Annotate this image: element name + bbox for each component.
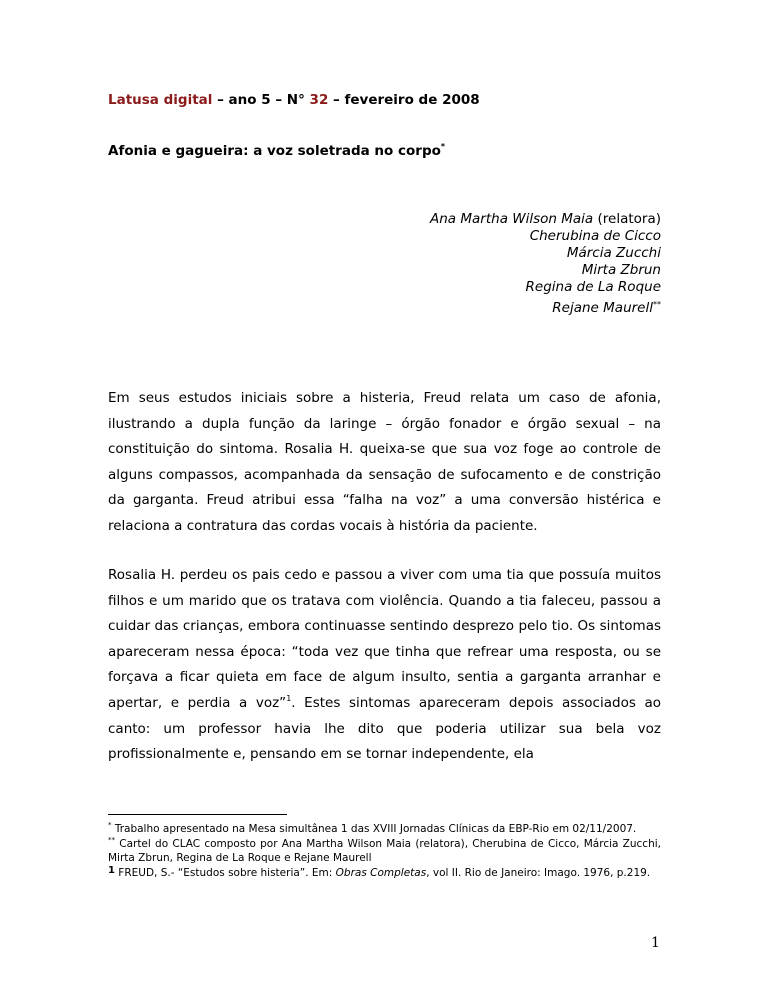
author-name: Mirta Zbrun: [581, 262, 661, 278]
author-name: Regina de La Roque: [525, 279, 661, 295]
author-first: [430, 211, 661, 228]
footnote-text: FREUD, S.- “Estudos sobre histeria”. Em:: [114, 866, 336, 879]
body-paragraph-1: Em seus estudos iniciais sobre a histeria, Freud relata um caso de afonia, ilustrando a dupla função da laringe – órgão fonador e órgão sexual – na constituição do sintoma. Rosalia H. queixa-se que sua voz foge ao controle de alguns compassos, acompanhada da sensação de sufocamento e de constrição da garganta. Freud atribui essa “falha na voz” a uma conversão histérica e relaciona a contratura das cordas vocais à história da paciente.: [108, 390, 661, 534]
footnote-ref-1[interactable]: 1: [286, 693, 292, 703]
footnote-text: , vol II. Rio de Janeiro: Imago. 1976, p.219.: [426, 866, 651, 879]
header-year: – ano 5 – N°: [212, 92, 310, 108]
footnote-2: [108, 837, 661, 866]
author-footnote-marker[interactable]: **: [653, 300, 661, 309]
author-role: (relatora): [593, 211, 661, 227]
footnote-marker: **: [108, 835, 115, 844]
author-name: Márcia Zucchi: [566, 245, 661, 261]
article-title-text: Afonia e gagueira: a voz soletrada no corpo: [108, 143, 441, 159]
footnote-marker: 1: [108, 864, 115, 876]
paragraph-text: . Estes sintomas apareceram depois associados ao canto: um professor havia lhe dito que poderia utilizar sua bela voz profissionalmente e, pensando em se tornar independente, ela: [108, 694, 661, 763]
author-name: Ana Martha Wilson Maia: [430, 211, 594, 227]
footnote-1: [108, 822, 661, 837]
author-name: Cherubina de Cicco: [529, 228, 661, 244]
footnote-3: [108, 866, 661, 881]
footnote-marker: *: [108, 821, 112, 829]
footnotes: [108, 822, 661, 880]
title-footnote-marker[interactable]: *: [440, 142, 446, 151]
body-paragraph-2: [108, 563, 661, 768]
journal-name: Latusa digital: [108, 92, 213, 108]
footnote-text: Cartel do CLAC composto por Ana Martha Wilson Maia (relatora), Cherubina de Cicco, Márcia Zucchi, Mirta Zbrun, Regina de La Roque e Rejane Maurell: [108, 837, 661, 864]
footnote-book-title: Obras Completas: [335, 866, 427, 879]
page-number: 1: [651, 935, 660, 951]
header-date: – fevereiro de 2008: [328, 92, 480, 108]
paragraph-text: Rosalia H. perdeu os pais cedo e passou a viver com uma tia que possuía muitos filhos e um marido que os tratava com violência. Quando a tia faleceu, passou a cuidar das crianças, embora continuasse sentindo desprezo pelo tio. Os sintomas apareceram nessa época: “toda vez que tinha que refrear uma resposta, ou se forçava a ficar quieta em face de algum insulto, sentia a garganta arranhar e apertar, e perdia a voz”: [108, 567, 661, 711]
article-title: [108, 142, 445, 159]
footnote-divider: [108, 814, 287, 815]
issue-number: 32: [309, 92, 329, 108]
author-name: Rejane Maurell: [552, 300, 653, 316]
footnote-text: Trabalho apresentado na Mesa simultânea 1 das XVIII Jornadas Clínicas da EBP-Rio em 02/11/2007.: [111, 823, 637, 835]
journal-header: [108, 92, 480, 108]
author-list: [430, 211, 661, 317]
author-last: [430, 296, 661, 317]
